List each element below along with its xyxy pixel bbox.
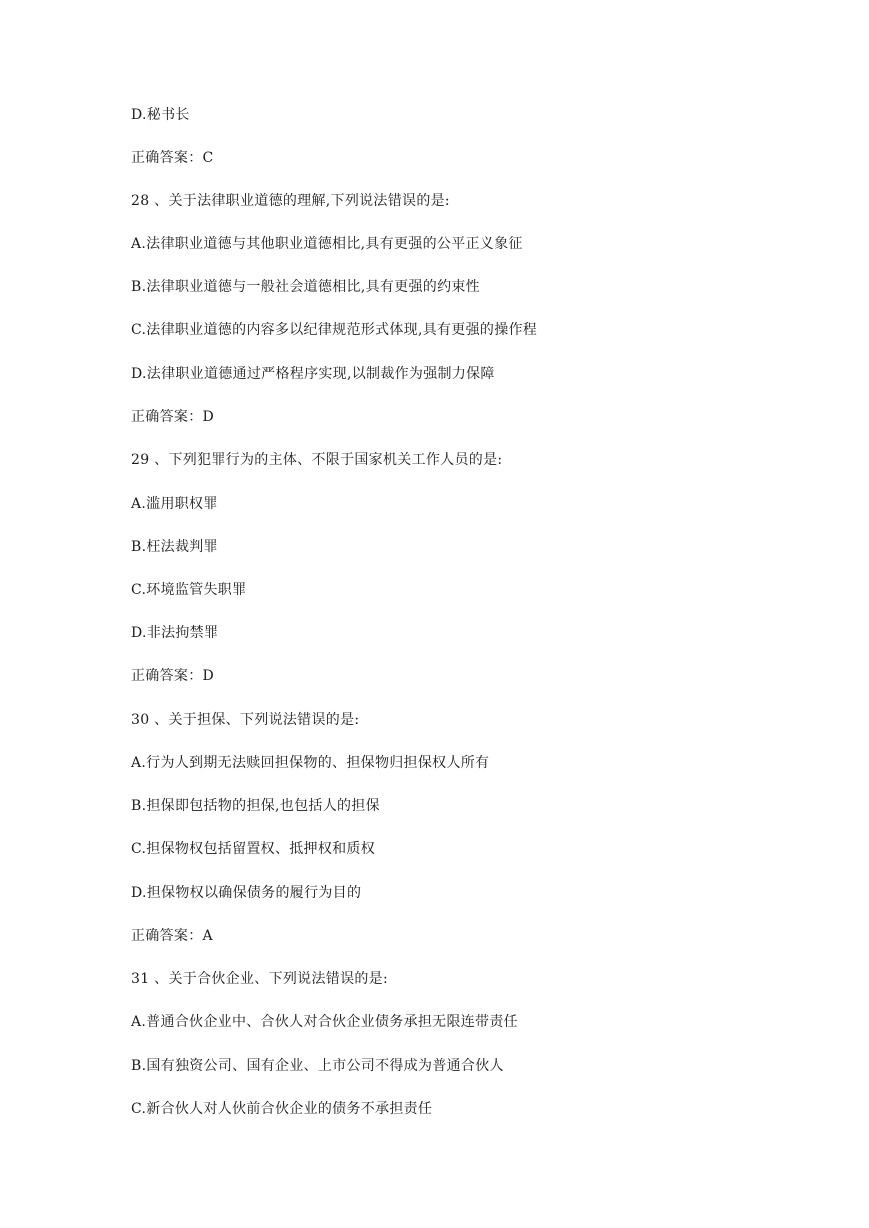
q27-option-d: D.秘书长: [131, 107, 190, 123]
q29-option-b: B.枉法裁判罪: [131, 539, 218, 555]
q27-answer: 正确答案：C: [131, 150, 214, 166]
q29-question: 29 、下列犯罪行为的主体、不限于国家机关工作人员的是:: [131, 452, 503, 468]
q31-question: 31 、关于合伙企业、下列说法错误的是:: [131, 971, 388, 987]
q30-question: 30 、关于担保、下列说法错误的是:: [131, 712, 360, 728]
q28-option-d: D.法律职业道德通过严格程序实现,以制裁作为强制力保障: [131, 366, 495, 382]
q29-option-d: D.非法拘禁罪: [131, 625, 219, 641]
q28-option-c: C.法律职业道德的内容多以纪律规范形式体现,具有更强的操作程: [131, 322, 538, 338]
q29-option-c: C.环境监管失职罪: [131, 582, 247, 598]
q28-option-a: A.法律职业道德与其他职业道德相比,具有更强的公平正义象征: [131, 236, 523, 252]
q31-option-c: C.新合伙人对人伙前合伙企业的债务不承担责任: [131, 1101, 433, 1117]
q29-option-a: A.滥用职权罪: [131, 496, 218, 512]
q28-answer: 正确答案：D: [131, 409, 215, 425]
q30-option-a: A.行为人到期无法赎回担保物的、担保物归担保权人所有: [131, 755, 490, 771]
q28-option-b: B.法律职业道德与一般社会道德相比,具有更强的约束性: [131, 279, 480, 295]
q31-option-a: A.普通合伙企业中、合伙人对合伙企业债务承担无限连带责任: [131, 1014, 518, 1030]
q29-answer: 正确答案：D: [131, 668, 215, 684]
q30-option-b: B.担保即包括物的担保,也包括人的担保: [131, 798, 380, 814]
q28-question: 28 、关于法律职业道德的理解,下列说法错误的是:: [131, 193, 450, 209]
q31-option-b: B.国有独资公司、国有企业、上市公司不得成为普通合伙人: [131, 1058, 504, 1074]
q30-option-d: D.担保物权以确保债务的履行为目的: [131, 885, 362, 901]
q30-option-c: C.担保物权包括留置权、抵押权和质权: [131, 841, 376, 857]
q30-answer: 正确答案：A: [131, 928, 213, 944]
